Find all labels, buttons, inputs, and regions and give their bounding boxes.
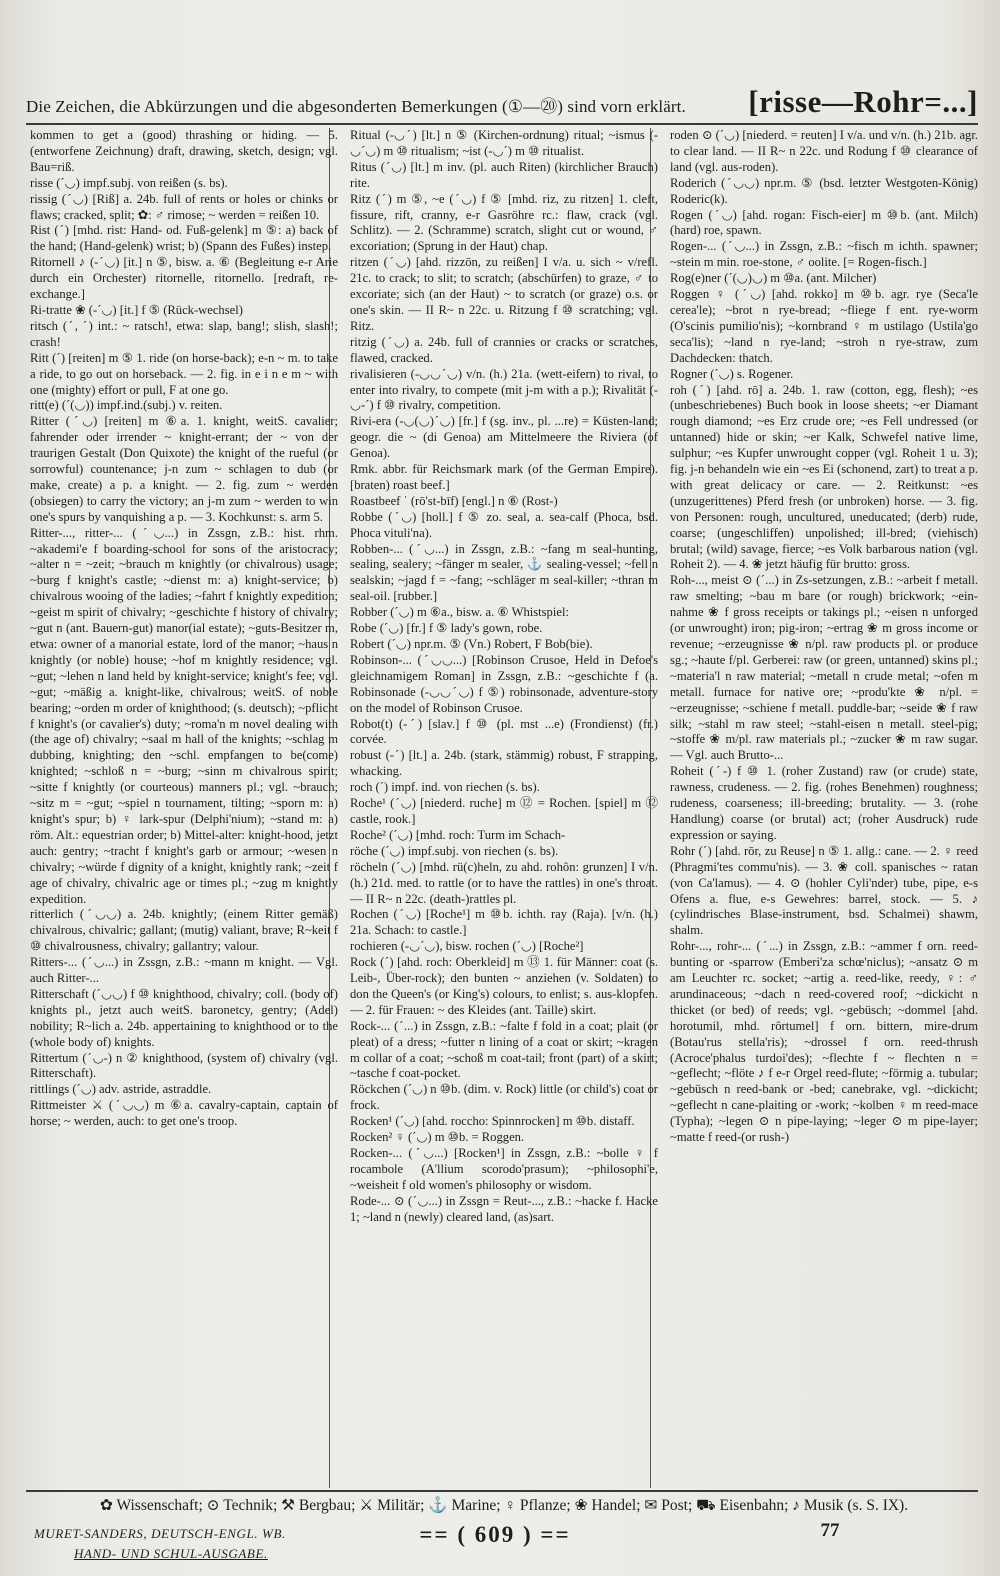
dictionary-entry: Ritual (-◡ˊ) [lt.] n ⑤ (Kirchen-ordnung) ritual; ~ismus (-◡ˊ◡) m ⑩ ritualism; ~ist (-◡ˊ) m ⑩ ritualist. (350, 128, 658, 158)
dictionary-entry: Rivi-era (-◡(◡)ˊ◡) [fr.] f (sg. inv., pl. ...re) = Küsten-land; geogr. die ~ (di Genoa) am Mittelmeere the Riviera (of Genoa). (350, 414, 658, 461)
dictionary-entry: ritt(e) (ˊ(◡)) impf.ind.(subj.) v. reiten. (30, 398, 223, 413)
page-number: == ( 609 ) == (419, 1522, 571, 1547)
dictionary-entry: Rock (ˊ) [ahd. roch: Oberkleid] m ⑬ 1. für Männer: coat (s. Leib-, Über-rock); den bunten ~ anziehen (v. Soldaten) to don the Queen's (or King's) colours, to enlist; s. aus-klopfen. — 2. für Frauen: ~ des Kleides (ant. Taille) skirt. (350, 955, 658, 1017)
dictionary-entry: Robbe (ˊ◡) [holl.] f ⑤ zo. seal, a. sea-calf (Phoca, bsd. Phoca vituli'na). (350, 509, 658, 540)
dictionary-entry: rochieren (-◡ˊ◡), bisw. rochen (ˊ◡) [Roche²] (350, 939, 584, 954)
dictionary-entry: Rittertum (ˊ◡-) n ② knighthood, (system of) chivalry (vgl. Ritterschaft). (30, 1050, 338, 1081)
dictionary-entry: Rocken¹ (ˊ◡) [ahd. roccho: Spinnrocken] m ⑩b. distaff. (350, 1114, 635, 1129)
dictionary-entry: Roche¹ (ˊ◡) [niederd. ruche] m ⑫ = Rochen. [spiel] m ⑫ castle, rook.] (350, 796, 658, 826)
dictionary-entry: Roastbeef ˈ (rō'st-bīf) [engl.] n ⑥ (Rost-) (350, 493, 558, 508)
dictionary-entry: Ritus (ˊ◡) [lt.] m inv. (pl. auch Riten) (kirchlicher Brauch) rite. (350, 159, 658, 190)
dictionary-entry: ritzig (ˊ◡) a. 24b. full of crannies or cracks or scratches, flawed, cracked. (350, 334, 658, 365)
dictionary-entry: Röckchen (ˊ◡) n ⑩b. (dim. v. Rock) little (or child's) coat or frock. (350, 1082, 658, 1113)
dictionary-entry: Ritornell ♪ (-ˊ◡) [it.] n ⑤, bisw. a. ⑥ (Begleitung e-r Arie durch ein Orchester) ritornelle, ritornello. [redraft, re-exchange.] (30, 255, 338, 302)
running-head: [risse—Rohr=...] (748, 84, 978, 119)
column-left (30, 128, 338, 1486)
dictionary-entry: Rocken² ♀ (ˊ◡) m ⑩b. = Roggen. (350, 1130, 525, 1145)
dictionary-entry: Rogen-... (ˊ◡...) in Zssgn, z.B.: ~fisch m ichth. spawner; ~stein m min. roe-stone, ♂ oolite. [= Rogen-fisch.] (670, 239, 978, 270)
dictionary-entry: Ritterschaft (ˊ◡◡) f ⑩ knighthood, chivalry; coll. (body of) knights pl., jetzt auch weitS. baronetcy, gentry; (Adel) nobility; R~lich a. 24b. appertaining to knighthood or to the (whole body of) knights. (30, 986, 338, 1049)
footer-rule (26, 1490, 978, 1492)
dictionary-entry: rittlings (ˊ◡) adv. astride, astraddle. (30, 1082, 212, 1097)
imprint-edition: HAND- UND SCHUL-AUSGABE. (74, 1546, 268, 1561)
dictionary-entry: Rohr-..., rohr-... (ˊ...) in Zssgn, z.B.: ~ammer f orn. reed-bunting or -sparrow (Emberi'za schœ'niclus); ~ansatz ⊙ m am Leuchter rc. socket; ~artig a. reed-like, reedy, ♀: ♂ arundinaceous; ~dach n reed-covered roof; ~dickicht n thicket (or bed) of reeds; vgl. ~gebüsch; ~dommel [ahd. horotumil, mhd. rôrtumel] f orn. bittern, mire-drum (Botau'rus stella'ris); ~drossel f orn. reed-thrush (Acroce'phalus turdoi'des); ~flechte f ~ flechten n = ~geflecht; ~flöte ♪ f e-r Orgel reed-flute; ~förmig a. tubular; ~gebüsch n reed-bank or -bed; canebrake, vgl. ~dickicht; ~geflecht n cane-plaiting or -work; ~kolben ♀ m reed-mace (Typha); ~legen ⊙ n pipe-laying; ~leger ⊙ m pipe-layer; ~matte f reed-(or rush-) (670, 939, 978, 1145)
dictionary-entry: Robinson-... (ˊ◡◡...) [Robinson Crusoe, Held in Defoe's gleichnamigem Roman] in Zssgn, z.B.: ~geschichte f (a. Robinsonade (-◡◡ˊ◡) f ⑤) robinsonade, adventure-story on the model of Robinson Crusoe. (350, 652, 658, 715)
dictionary-entry: Roh-..., meist ⊙ (ˊ...) in Zs-setzungen, z.B.: ~arbeit f metall. raw smelting; ~bau m bare (or rough) brickwork; ~ein-nahme ❀ f gross receipts or takings pl.; ~eisen n unforged (or unwrought) iron; pig-iron; ~ertrag ❀ m gross income or revenue; ~erzeugnisse ❀ n/pl. raw products pl. or produce sg.; ~haute f/pl. Gerberei: raw (or green, untanned) skins pl.; ~materia'l n raw material; ~metall n crude metal; ~ofen m metall. furnace for native ore; ~produ'kte ❀ n/pl. = ~erzeugnisse; ~schiene f metall. puddle-bar; ~seide ❀ f raw silk; ~stahl m raw steel; ~stahl-eisen n metall. steel-pig; ~stoffe ❀ m/pl. raw materials pl.; ~zucker ❀ m raw sugar. — Vgl. auch Brutto-... (670, 573, 978, 763)
column-right (670, 128, 978, 1486)
page-header (26, 84, 978, 124)
dictionary-entry: kommen to get a (good) thrashing or hiding. — 5. (entworfene Zeichnung) draft, drawing, sketch, design; vgl. Bau=riß. (30, 128, 338, 174)
dictionary-entry: ritzen (ˊ◡) [ahd. rizzōn, zu reißen] I v/a. u. sich ~ v/refl. 21c. to crack; to slit; to scratch; (abschürfen) to graze, ♂ to excoriate; sich (an der Haut) ~ to scratch (or graze) o.s. or one's skin. — II R~ n 22c. u. Ritzung f ⑩ scratching; vgl. Ritz. (350, 255, 658, 333)
dictionary-entry: roch (ˊ) impf. ind. von riechen (s. bs). (350, 780, 540, 795)
dictionary-entry: Ritz (ˊ) m ⑤, ~e (ˊ◡) f ⑤ [mhd. riz, zu ritzen] 1. cleft, fissure, rift, cranny, e-r Gasröhre rc.: flaw, crack (vgl. Schlitz). — 2. (Schramme) scratch, slight cut or wound, ♂ excoriation; (Sprung in der Haut) chap. (350, 191, 658, 254)
dictionary-entry: Robe (ˊ◡) [fr.] f ⑤ lady's gown, robe. (350, 621, 543, 636)
dictionary-entry: Rohr (ˊ) [ahd. rōr, zu Reuse] n ⑤ 1. allg.: cane. — 2. ♀ reed (Phragmi'tes commu'nis). — 3. ❀ coll. spanisches ~ ratan (von Ca'lamus). — 4. ⊙ (hohler Cyli'nder) tube, pipe, e-s Ofens a. flue, e-s Gewehres: barrel, stock. — 5. ♪ (cylindrisches Blase-instrument, bsd. Schalmei) shawm, shalm. (670, 843, 978, 938)
header-rule (26, 123, 978, 125)
dictionary-entry: Rock-... (ˊ...) in Zssgn, z.B.: ~falte f fold in a coat; plait (or pleat) of a dress; ~futter n lining of a coat or skirt; ~kragen m collar of a coat; ~schoß m coat-tail; front (part) of a skirt; ~tasche f coat-pocket. (350, 1018, 658, 1081)
dictionary-entry: roh (ˊ) [ahd. rō] a. 24b. 1. raw (cotton, egg, flesh); ~es (unbeschriebenes) Buch book in loose sheets; ~er Diamant rough diamond; ~es Erz crude ore; ~es Fell undressed (or untanned) hide or skin; ~er Kalk, Schwefel native lime, sulphur; ~es Kupfer unwrought copper (vgl. Roheit 1 u. 3); fig. j-n behandeln wie ein ~es Ei (schonend, zart) to treat a p. with great delicacy or care. — 2. Reitkunst: ~es (unzugerittenes) Pferd fresh (or unbroken) horse. — 3. fig. von Personen: rough, uncultured, uneducated; (derb) rude, coarse; (ungeschliffen) unpolished; ill-bred; (viehisch) brutal; (wild) savage, fierce; ~es Volk barbarous nation (vgl. Roheit 2). — 4. ❀ jetzt häufig für brutto: gross. (670, 382, 978, 572)
folio-number: 77 (820, 1520, 840, 1541)
dictionary-entry: rissig (ˊ◡) [Riß] a. 24b. full of rents or holes or chinks or flaws; cracked, split; ✿: ♂ rimose; ~ werden = reißen 10. (30, 191, 338, 222)
dictionary-entry: Roheit (ˊ-) f ⑩ 1. (roher Zustand) raw (or crude) state, rawness, crudeness. — 2. fig. (rohes Benehmen) roughness; rudeness, coarseness; ill-breeding; brutality. — 3. (rohe Handlung) coarse (or brutal) act; (roher Ausdruck) rude expression or saying. (670, 764, 978, 842)
dictionary-entry: Robert (ˊ◡) npr.m. ⑤ (Vn.) Robert, F Bob(bie). (350, 637, 593, 651)
imprint-title: MURET-SANDERS, DEUTSCH-ENGL. WB. (34, 1526, 286, 1541)
dictionary-entry: Rochen (ˊ◡) [Roche¹] m ⑩b. ichth. ray (Raja). [v/n. (h.) 21a. Schach: to castle.] (350, 907, 658, 938)
dictionary-entry: Robben-... (ˊ◡...) in Zssgn, z.B.: ~fang m seal-hunting, sealing, sealery; ~fänger m sealer, ⚓ sealing-vessel; ~fell n sealskin; ~jagd f = ~fang; ~schläger m seal-killer; ~thran m seal-oil. [rubber.] (350, 541, 658, 604)
dictionary-entry: Robber (ˊ◡) m ⑥a., bisw. a. ⑥ Whistspiel: (350, 605, 569, 620)
dictionary-entry: Roggen ♀ (ˊ◡) [ahd. rokko] m ⑩b. agr. rye (Seca'le cerea'le); ~brot n rye-bread; ~fliege f ent. rye-worm (O'scinis pumilio'nis); ~kornbrand ♀ m ustilago (Ustila'go seca'lis); ~land n rye-land; ~stroh n rye-straw, zum Dachdecken: thatch. (670, 287, 978, 365)
dictionary-entry: Ritt (ˊ) [reiten] m ⑤ 1. ride (on horse-back); e-n ~ m. to take a ride, to go out on horseback. — 2. fig. in e i n e m ~ with one (mighty) effort or pull, F at one go. (30, 350, 338, 397)
dictionary-entry: Rist (ˊ) [mhd. rist: Hand- od. Fuß-gelenk] m ⑤: a) back of the hand; (Hand-gelenk) wrist; b) (Spann des Fußes) instep. (30, 223, 338, 254)
dictionary-entry: Rittmeister ⚔ (ˊ◡◡) m ⑥a. cavalry-captain, captain of horse; ~ werden, auch: to get one's troop. (30, 1098, 338, 1129)
dictionary-entry: Rocken-... (ˊ◡...) [Rocken¹] in Zssgn, z.B.: ~bolle ♀ f rocambole (A'llium scorodo'prasum); ~philosophi'e, ~weisheit f old women's philosophy or wisdom. (350, 1146, 658, 1192)
dictionary-entry: Rogen (ˊ◡) [ahd. rogan: Fisch-eier] m ⑩b. (ant. Milch) (hard) roe, spawn. (670, 207, 978, 238)
dictionary-entry: Roche² (ˊ◡) [mhd. roch: Turm im Schach- (350, 827, 566, 842)
header-note: Die Zeichen, die Abkürzungen und die abgesonderten Bemerkungen (①—⑳) sind vorn erklärt. (26, 97, 686, 116)
dictionary-entry: ritterlich (ˊ◡◡) a. 24b. knightly; (einem Ritter gemäß) chivalrous, chivalric; gallant; (mutig) valiant, brave; R~keit f ⑩ chivalrousness, chivalry; gallantry; valour. (30, 907, 338, 954)
imprint (34, 1524, 334, 1564)
dictionary-entry: röcheln (ˊ◡) [mhd. rü(c)heln, zu ahd. rohôn: grunzen] I v/n. (h.) 21d. med. to rattle (or to have the rattles) in one's throat. — II R~ n 22c. (death-)rattles pl. (350, 859, 658, 906)
dictionary-columns (30, 128, 978, 1486)
dictionary-entry: Ritter-..., ritter-... (ˊ◡...) in Zssgn, z.B.: hist. rhm. ~akademi'e f boarding-school for sons of the aristocracy; ~alter n = ~zeit; ~brauch m knightly (or chivalrous) usage; ~burg f knight's castle; ~dienst m: a) knight-service; b) chivalrous wooing of the ladies; ~fahrt f knightly expedition; ~geist m spirit of chivalry; ~geschichte f history of chivalry; ~gut n (ant. Bauern-gut) manor(ial estate); ~guts-Besitzer m, etwa: owner of a manorial estate, lord of the manor; ~haus n knightly (or noble) house; ~hof m knightly residence; vgl. ~gut; ~lehen n land held by knight-service; knight's fee; vgl. ~gut; ~mäßig a. knight-like, chivalrous; weitS. of noble bearing; ~orden m order of knighthood; (s. deutsch); ~pflicht f knight's (or cavalier's) duty; ~roma'n m novel dealing with (the age of) chivalry; ~saal m hall of the knights; ~schlag m dubbing, knighting; den ~schl. empfangen to be(come) knighted; ~schloß n = ~burg; ~sinn m chivalrous spirit; ~sitte f knightly (or courteous) manners pl.; vgl. ~brauch; ~sitz m = ~gut; ~spiel n tournament, tilting; ~sporn m: a) knight's spur; b) ♀ lark-spur (Delphi'nium); ~stand m: a) röm. Alt.: equestrian order; b) Mittel-alter: knight-hood, jetzt auch: gentry; ~tracht f knight's garb or armour; ~wesen n chivalry; ~würde f dignity of a knight, knightly rank; ~zeit f age of chivalry, chivalric age or times pl.; ~zug m knightly expedition. (30, 525, 338, 906)
dictionary-entry: ritsch (ˊ, ˊ) int.: ~ ratsch!, etwa: slap, bang!; slish, slash!; crash! (30, 318, 338, 349)
dictionary-entry: Rmk. abbr. für Reichsmark mark (of the German Empire). [braten) roast beef.] (350, 462, 658, 492)
dictionary-entry: Rog(e)ner (ˊ(◡)◡) m ⑩a. (ant. Milcher) (670, 271, 877, 286)
dictionary-entry: robust (-ˊ) [lt.] a. 24b. (stark, stämmig) robust, F strapping, whacking. (350, 748, 658, 779)
dictionary-entry: risse (ˊ◡) impf.subj. von reißen (s. bs). (30, 175, 228, 190)
dictionary-entry: Rode-... ⊙ (ˊ◡...) in Zssgn = Reut-..., z.B.: ~hacke f. Hacke 1; ~land n (newly) cleared land, (as)sart. (350, 1193, 658, 1224)
dictionary-entry: rivalisieren (-◡◡ˊ◡) v/n. (h.) 21a. (wett-eifern) to rival, to enter into rivalry, to compete (mit j-m with a p.); Rivalität (-◡-ˊ) f ⑩ rivalry, competition. (350, 366, 658, 413)
dictionary-entry: roden ⊙ (ˊ◡) [niederd. = reuten] I v/a. und v/n. (h.) 21b. agr. to clear land. — II R~ n 22c. und Rodung f ⑩ clearance of land (vgl. aus-roden). (670, 128, 978, 174)
dictionary-entry: Ri-tratte ❀ (-ˊ◡) [it.] f ⑤ (Rück-wechsel) (30, 302, 243, 317)
dictionary-entry: Ritter (ˊ◡) [reiten] m ⑥a. 1. knight, weitS. cavalier; fahrender oder irrender ~ knight-errant; der ~ von der traurigen Gestalt (Don Quixote) the knight of the rueful (or sorrowful) countenance; j-n zum ~ schlagen to dub (or make, create) a p. a knight. — 2. fig. zum ~ werden (obsiegen) to carry the victory; an j-m zum ~ werden to win one's spurs by vanquishing a p. — 3. Kochkunst: s. arm 5. (30, 414, 338, 524)
dictionary-entry: Robot(t) (-ˊ) [slav.] f ⑩ (pl. mst ...e) (Frondienst) (fr.) corvée. (350, 716, 658, 747)
dictionary-entry: Rogner (ˊ◡) s. Rogener. (670, 366, 794, 381)
symbol-legend: ✿ Wissenschaft; ⊙ Technik; ⚒ Bergbau; ⚔ Militär; ⚓ Marine; ♀ Pflanze; ❀ Handel; ✉ Post; ⛟ Eisenbahn; ♪ Musik (s. S. IX). (99, 1497, 909, 1514)
column-middle (350, 128, 658, 1486)
dictionary-entry: Roderich (ˊ◡◡) npr.m. ⑤ (bsd. letzter Westgoten-König) Roderic(k). (670, 175, 978, 206)
dictionary-entry: Ritters-... (ˊ◡...) in Zssgn, z.B.: ~mann m knight. — Vgl. auch Ritter-... (30, 955, 338, 986)
dictionary-entry: röche (ˊ◡) impf.subj. von riechen (s. bs). (350, 843, 559, 858)
